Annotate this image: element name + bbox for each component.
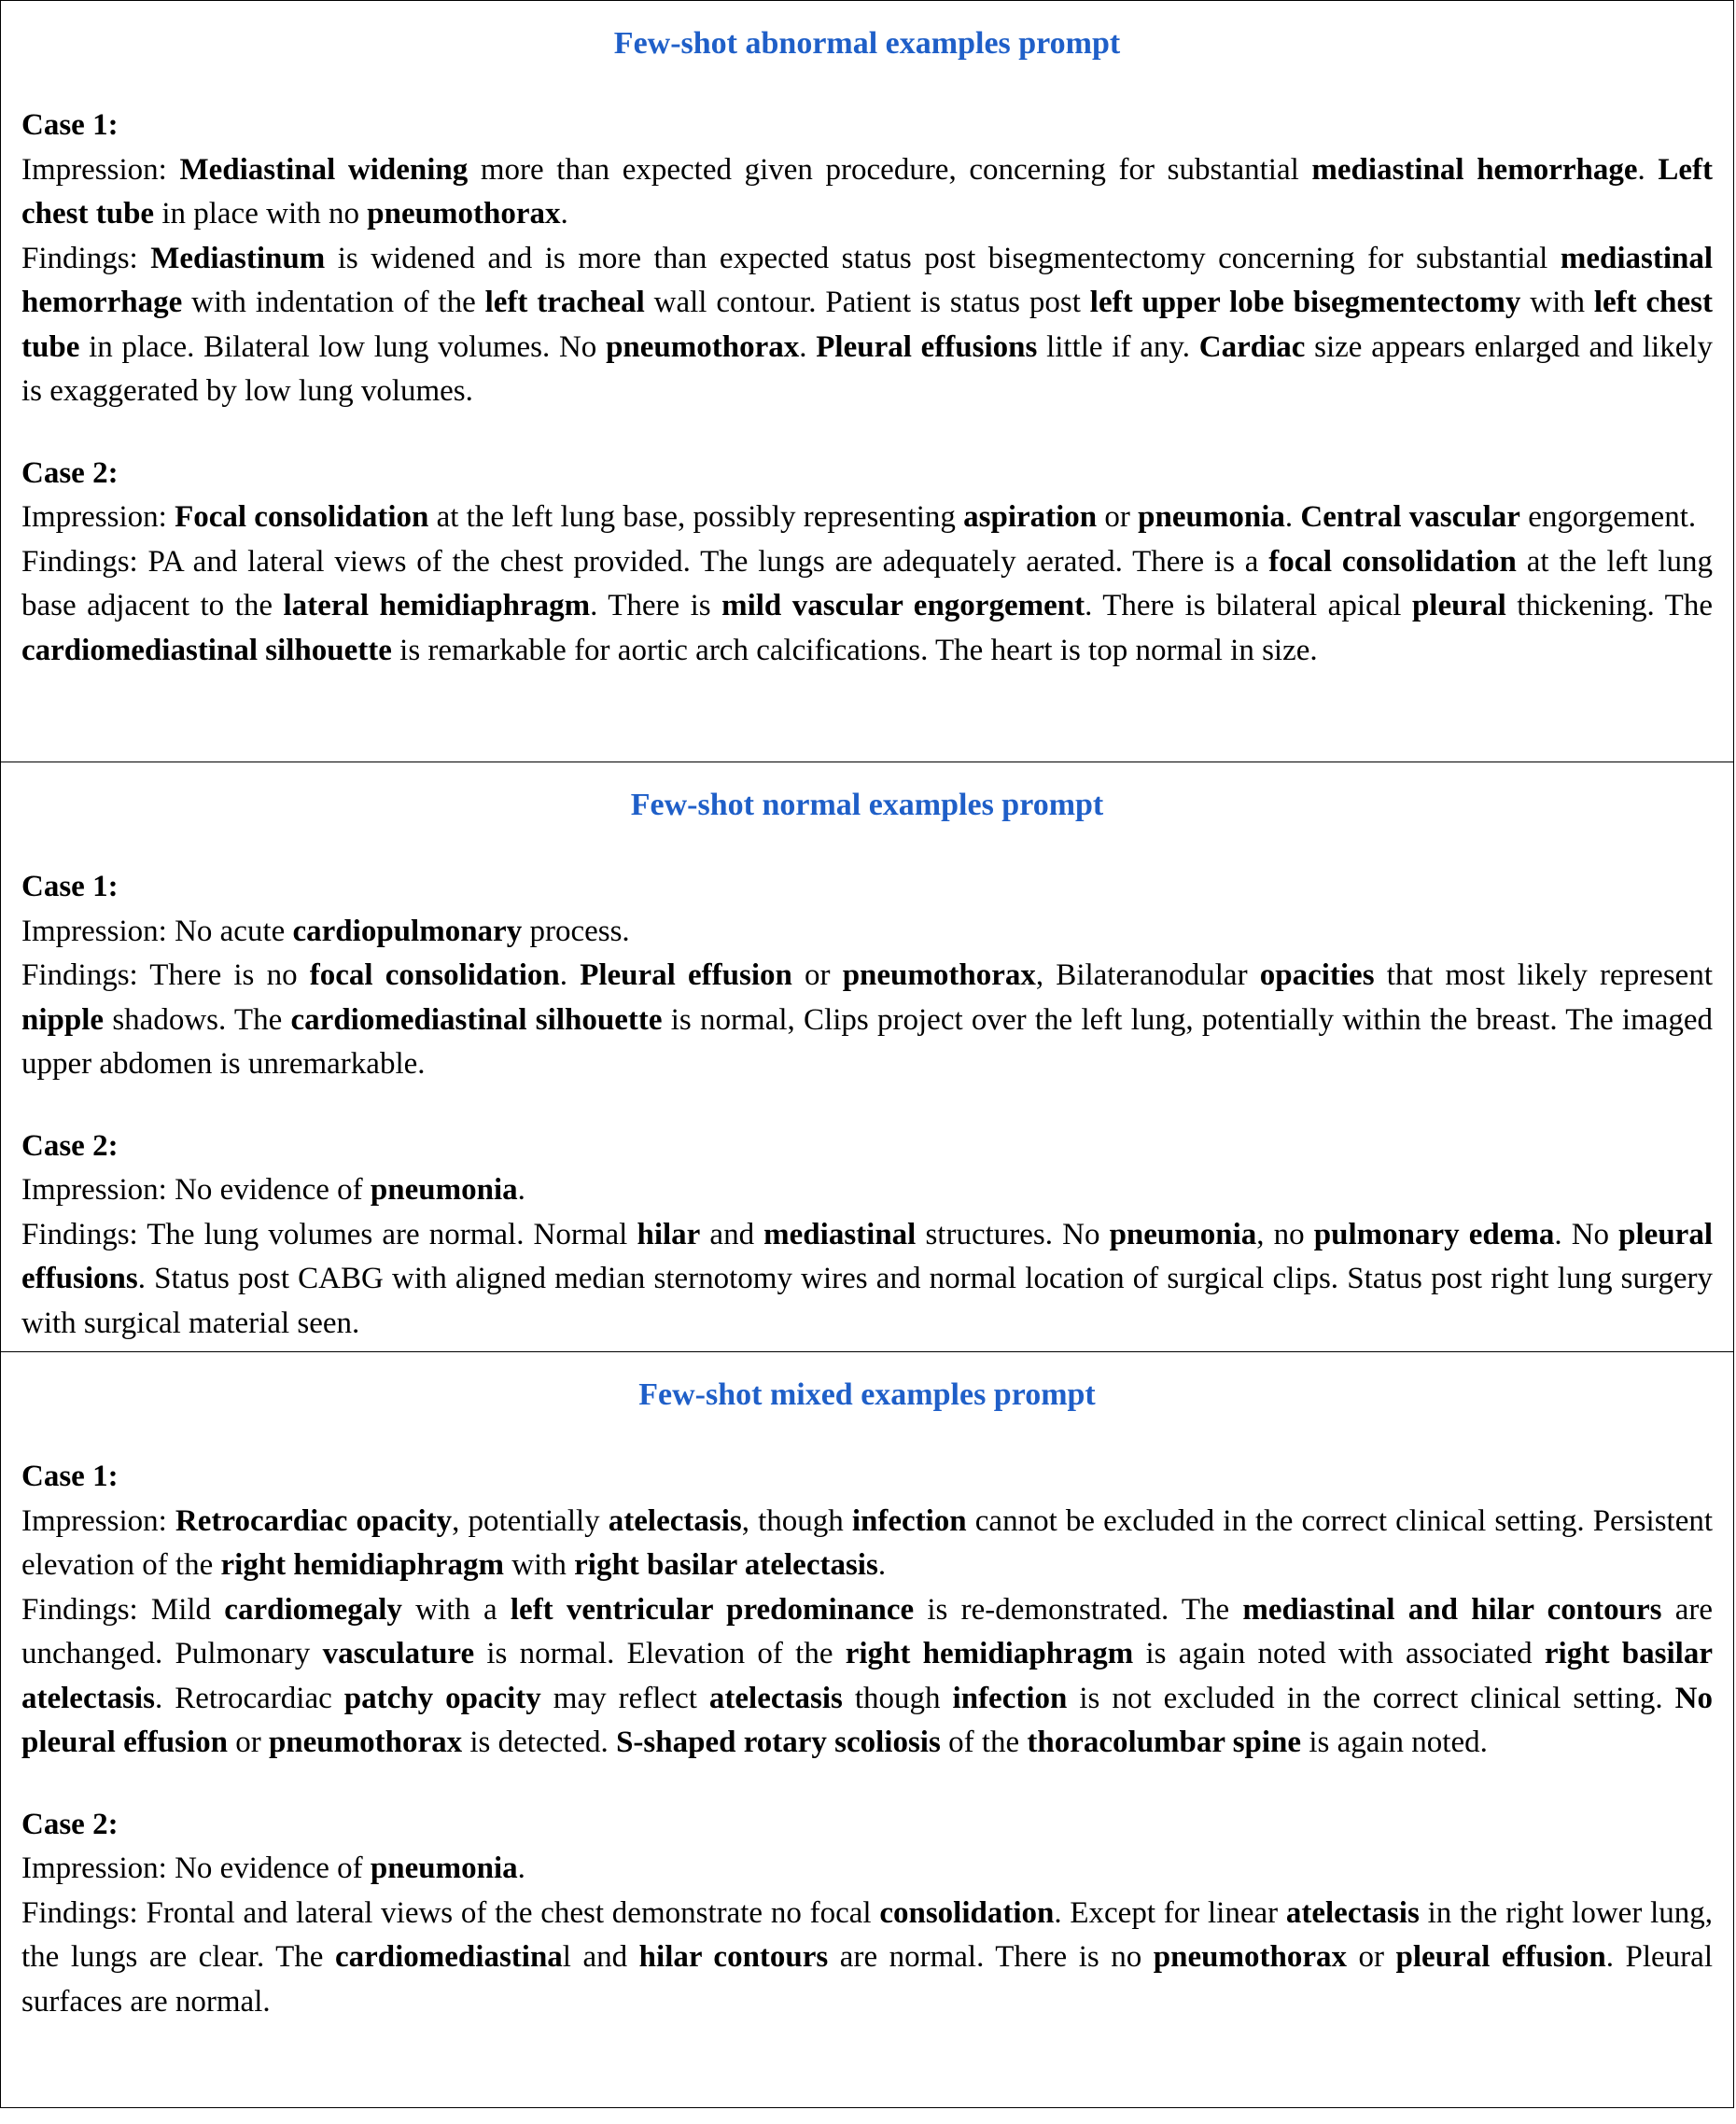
findings-text	[21, 237, 1713, 414]
bold-term: pneumonia	[1109, 1217, 1257, 1251]
bold-term: left upper lobe bisegmentectomy	[1089, 286, 1521, 319]
bold-term: pneumothorax	[842, 958, 1036, 992]
text-run: . Except for linear	[1054, 1895, 1286, 1930]
text-run: , Bilateranodular	[1035, 958, 1260, 992]
bold-term: atelectasis	[608, 1503, 742, 1538]
section-title: Few-shot abnormal examples prompt	[613, 26, 1121, 61]
bold-term: vasculature	[322, 1637, 475, 1670]
bold-term: No pleural effusion	[21, 1681, 1714, 1759]
bold-term: cardiomegaly	[224, 1592, 402, 1627]
text-run: is normal. Elevation of the	[474, 1637, 846, 1670]
text-run: at the left lung base, possibly representing	[428, 500, 964, 534]
bold-term: pneumonia	[370, 1852, 518, 1885]
text-run: is detected.	[462, 1726, 617, 1759]
section-abnormal	[1, 1, 1733, 762]
text-run: is re-demonstrated. The	[914, 1592, 1243, 1627]
bold-term: right basilar atelectasis	[21, 1637, 1713, 1715]
text-run: . Pleural surfaces are normal.	[21, 1940, 1713, 2019]
text-run: process.	[522, 914, 630, 948]
bold-term: mediastinal hemorrhage	[1311, 152, 1638, 187]
case-block	[21, 1455, 1713, 1766]
text-run: .	[799, 329, 817, 364]
text-run: . No	[1554, 1217, 1619, 1251]
impression-text	[21, 1168, 1713, 1213]
text-run: Findings: Frontal and lateral views of the chest demonstrate no focal	[21, 1895, 880, 1930]
text-run: size appears enlarged and likely is exaggerated by low lung volumes.	[21, 329, 1714, 408]
text-run: Impression:	[21, 152, 180, 187]
bold-term: aspiration	[963, 500, 1098, 534]
text-run: Findings: The lung volumes are normal. Normal	[21, 1217, 637, 1251]
bold-term: focal consolidation	[1268, 544, 1517, 579]
text-run: , no	[1256, 1217, 1314, 1251]
text-run: is remarkable for aortic arch calcifications. The heart is top normal in size.	[391, 633, 1318, 667]
text-run: with	[503, 1548, 575, 1582]
text-run: engorgement.	[1519, 500, 1697, 534]
bold-term: Pleural effusion	[580, 958, 792, 992]
text-run: of the	[940, 1726, 1028, 1759]
bold-term: lateral hemidiaphragm	[283, 589, 591, 622]
bold-term: Retrocardiac opacity	[175, 1503, 453, 1538]
text-run: , though	[741, 1503, 852, 1538]
text-run: .	[1284, 500, 1301, 534]
text-run: cannot be excluded in the correct clinical setting. Persistent elevation of the	[21, 1503, 1714, 1582]
text-run: .	[1637, 152, 1659, 187]
bold-term: left ventricular predominance	[510, 1592, 915, 1627]
bold-term: Cardiac	[1198, 329, 1306, 364]
text-run: .	[517, 1173, 525, 1207]
findings-text	[21, 1892, 1713, 2025]
text-run: Findings: There is no	[21, 958, 310, 992]
section-mixed	[1, 1352, 1733, 2106]
bold-term: infection	[851, 1503, 967, 1538]
case-title: Case 2:	[21, 1807, 119, 1841]
case-block	[21, 1125, 1713, 1347]
findings-text	[21, 1213, 1713, 1347]
text-run: .	[517, 1852, 525, 1885]
bold-term: S-shaped rotary scoliosis	[616, 1726, 941, 1759]
impression-text	[21, 910, 1713, 955]
text-run: thickening. The	[1505, 589, 1713, 622]
text-run: or	[227, 1726, 269, 1759]
bold-term: mediastinal and hilar contours	[1242, 1592, 1662, 1627]
text-run: Findings: PA and lateral views of the chest provided. The lungs are adequately aerated. There is a	[21, 544, 1269, 579]
bold-term: infection	[952, 1681, 1068, 1715]
bold-term: atelectasis	[1285, 1895, 1420, 1930]
text-run: or	[1097, 500, 1139, 534]
text-run: is normal, Clips project over the left lung, potentially within the breast. The imaged upper abdomen is unremarkable.	[21, 1002, 1714, 1081]
bold-term: pleural effusions	[21, 1217, 1713, 1295]
bold-term: pneumonia	[370, 1173, 518, 1207]
section-title: Few-shot mixed examples prompt	[638, 1377, 1096, 1412]
text-run: with a	[401, 1592, 511, 1627]
bold-term: mediastinal hemorrhage	[21, 241, 1714, 319]
bold-term: pneumothorax	[367, 197, 561, 231]
bold-term: pleural	[1411, 589, 1506, 622]
bold-term: pulmonary edema	[1313, 1217, 1555, 1251]
text-run: and	[700, 1217, 764, 1251]
case-block	[21, 1803, 1713, 2025]
text-run: .	[877, 1548, 887, 1582]
text-run: shadows. The	[104, 1002, 291, 1037]
findings-text	[21, 540, 1713, 674]
case-block	[21, 452, 1713, 674]
bold-term: Left chest tube	[21, 152, 1713, 231]
bold-term: consolidation	[879, 1895, 1055, 1930]
text-run: . Retrocardiac	[154, 1681, 344, 1715]
bold-term: nipple	[21, 1002, 105, 1037]
bold-term: opacities	[1259, 958, 1375, 992]
text-run: may reflect	[540, 1681, 709, 1715]
bold-term: patchy opacity	[343, 1681, 541, 1715]
bold-term: focal consolidation	[309, 958, 560, 992]
text-run: in the right lower lung, the lungs are clear. The	[21, 1895, 1713, 1974]
bold-term: thoracolumbar spine	[1027, 1726, 1302, 1759]
bold-term: pneumothorax	[268, 1726, 463, 1759]
bold-term: pneumothorax	[1153, 1940, 1347, 1974]
bold-term: left tracheal	[484, 286, 645, 319]
text-run: at the left lung base adjacent to the	[21, 544, 1713, 622]
text-run: more than expected given procedure, concerning for substantial	[468, 152, 1312, 187]
bold-term: Focal consolidation	[175, 500, 429, 534]
text-run: structures. No	[916, 1217, 1110, 1251]
bold-term: right hemidiaphragm	[220, 1548, 504, 1582]
bold-term: cardiopulmonary	[292, 914, 523, 948]
bold-term: Mediastinal widening	[179, 152, 469, 187]
text-run: l and	[562, 1940, 639, 1974]
text-run: little if any.	[1037, 329, 1199, 364]
section-normal	[1, 762, 1733, 1352]
case-title: Case 1:	[21, 870, 119, 903]
case-title: Case 2:	[21, 1128, 119, 1163]
findings-text	[21, 1588, 1713, 1766]
bold-term: cardiomediastina	[334, 1940, 563, 1974]
text-run: with indentation of the	[182, 286, 485, 319]
text-run: are normal. There is no	[828, 1940, 1154, 1974]
case-title: Case 1:	[21, 108, 119, 142]
bold-term: right hemidiaphragm	[845, 1637, 1134, 1670]
bold-term: mediastinal	[763, 1217, 917, 1251]
text-run: is widened and is more than expected status post bisegmentectomy concerning for substantial	[325, 241, 1561, 275]
text-run: Findings: Mild	[21, 1592, 225, 1627]
text-run: , potentially	[452, 1503, 609, 1538]
text-run: is again noted with associated	[1133, 1637, 1545, 1670]
text-run: . There is	[590, 589, 722, 622]
text-run: . There is bilateral apical	[1085, 589, 1412, 622]
bold-term: Central vascular	[1300, 500, 1520, 534]
text-run: Impression:	[21, 1503, 175, 1538]
text-run: Impression: No evidence of	[21, 1173, 371, 1207]
text-run: Impression: No evidence of	[21, 1852, 371, 1885]
impression-text	[21, 1847, 1713, 1892]
text-run: or	[791, 958, 843, 992]
bold-term: pneumothorax	[606, 329, 800, 364]
bold-term: cardiomediastinal silhouette	[21, 633, 392, 667]
bold-term: hilar	[637, 1217, 701, 1251]
bold-term: pleural effusion	[1395, 1940, 1606, 1974]
text-run: .	[560, 197, 568, 231]
case-block	[21, 865, 1713, 1087]
findings-text	[21, 954, 1713, 1087]
bold-term: mild vascular engorgement	[721, 589, 1085, 622]
impression-text	[21, 148, 1713, 237]
bold-term: hilar contours	[638, 1940, 829, 1974]
bold-term: cardiomediastinal silhouette	[290, 1002, 663, 1037]
bold-term: atelectasis	[708, 1681, 843, 1715]
section-title: Few-shot normal examples prompt	[630, 788, 1104, 822]
text-run: are unchanged. Pulmonary	[21, 1592, 1713, 1670]
bold-term: Mediastinum	[150, 241, 326, 275]
text-run: is not excluded in the correct clinical setting.	[1067, 1681, 1675, 1715]
case-title: Case 1:	[21, 1460, 119, 1493]
text-run: is again noted.	[1301, 1726, 1488, 1759]
text-run: .	[559, 958, 581, 992]
bold-term: pneumonia	[1138, 500, 1285, 534]
text-run: Impression:	[21, 500, 175, 534]
text-run: though	[842, 1681, 953, 1715]
impression-text	[21, 1500, 1713, 1588]
case-title: Case 2:	[21, 455, 119, 490]
text-run: or	[1346, 1940, 1396, 1974]
text-run: Findings:	[21, 241, 151, 275]
text-run: Impression: No acute	[21, 914, 293, 948]
bold-term: left chest tube	[21, 286, 1713, 364]
text-run: in place. Bilateral low lung volumes. No	[79, 329, 607, 364]
text-run: in place with no	[154, 197, 368, 231]
bold-term: Pleural effusions	[816, 329, 1038, 364]
text-run: . Status post CABG with aligned median sternotomy wires and normal location of surgical clips. Status post right lung surgery with surgical material seen.	[21, 1262, 1713, 1340]
text-run: that most likely represent	[1374, 958, 1713, 992]
case-block	[21, 104, 1713, 414]
bold-term: right basilar atelectasis	[574, 1548, 878, 1582]
text-run: wall contour. Patient is status post	[644, 286, 1090, 319]
text-run: with	[1520, 286, 1594, 319]
impression-text	[21, 496, 1713, 540]
